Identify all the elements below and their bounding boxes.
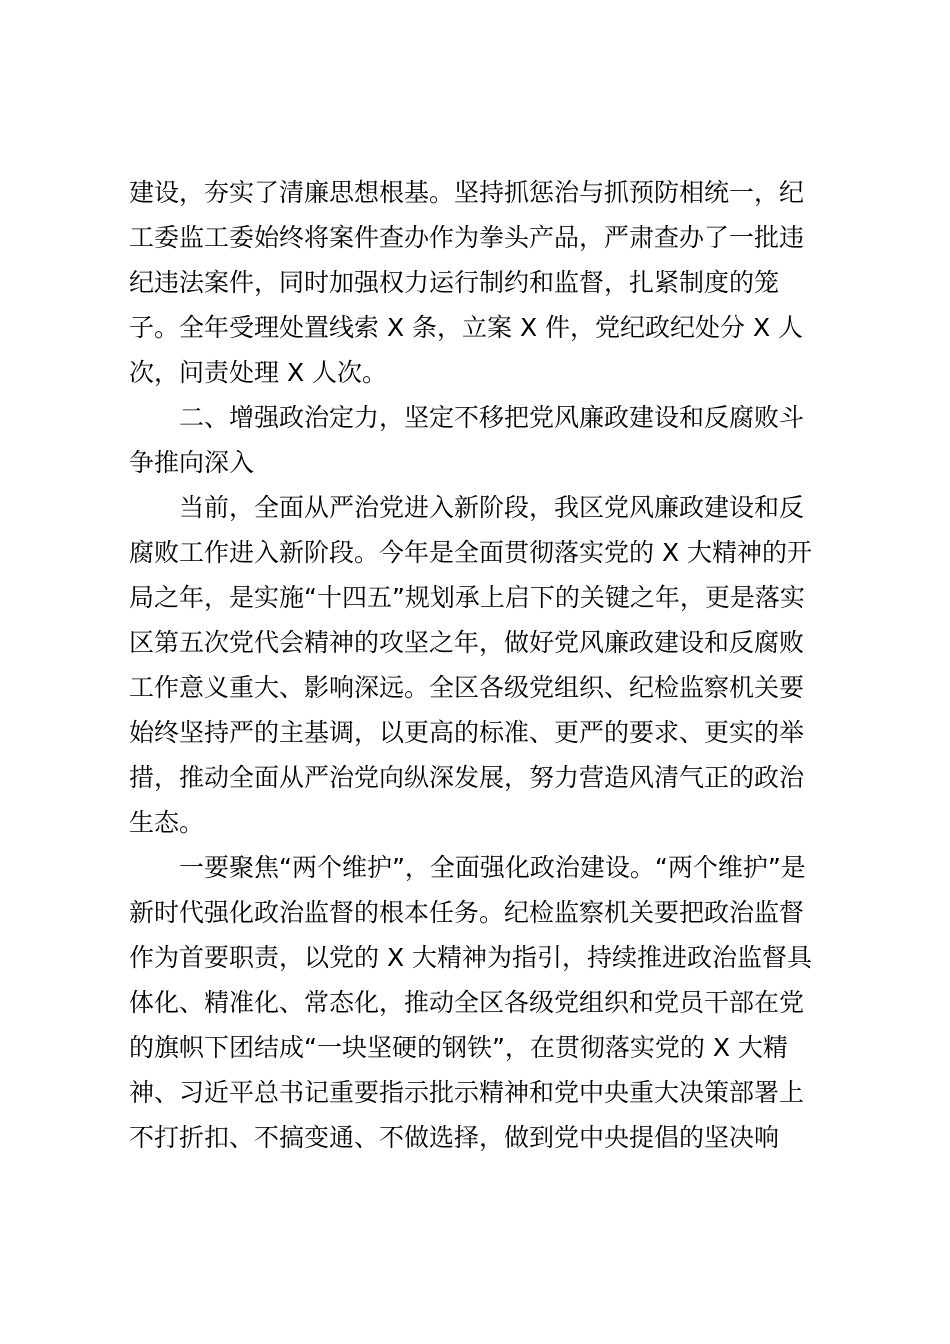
document-body [129,170,829,1160]
text-line: 新时代强化政治监督的根本任务。纪检监察机关要把政治监督 [129,898,805,927]
text-line: 建设，夯实了清廉思想根基。坚持抓惩治与抓预防相统一，纪 [129,178,805,207]
text-line: 体化、精准化、常态化，推动全区各级党组织和党员干部在党 [129,988,805,1017]
section-heading-line: 二、增强政治定力，坚定不移把党风廉政建设和反腐败斗 [129,403,805,432]
text-line: 局之年，是实施“十四五”规划承上启下的关键之年，更是落实 [129,583,805,612]
text-line: 始终坚持严的主基调，以更高的标准、更严的要求、更实的举 [129,718,805,747]
text-line: 的旗帜下团结成“一块坚硬的钢铁”，在贯彻落实党的 X 大精 [129,1033,788,1062]
text-line: 生态。 [129,808,205,837]
text-line: 区第五次党代会精神的攻坚之年，做好党风廉政建设和反腐败 [129,628,805,657]
text-line: 腐败工作进入新阶段。今年是全面贯彻落实党的 X 大精神的开 [129,538,813,567]
text-line: 纪违法案件，同时加强权力运行制约和监督，扎紧制度的笼 [129,268,780,297]
text-line: 措，推动全面从严治党向纵深发展，努力营造风清气正的政治 [129,763,805,792]
text-line: 不打折扣、不搞变通、不做选择，做到党中央提倡的坚决响 [129,1123,780,1152]
text-line: 次，问责处理 X 人次。 [129,358,388,387]
text-line: 当前，全面从严治党进入新阶段，我区党风廉政建设和反 [129,493,805,522]
text-line: 子。全年受理处置线索 X 条，立案 X 件，党纪政纪处分 X 人 [129,313,804,342]
text-line: 工作意义重大、影响深远。全区各级党组织、纪检监察机关要 [129,673,805,702]
section-heading-line: 争推向深入 [129,448,255,477]
text-line: 神、习近平总书记重要指示批示精神和党中央重大决策部署上 [129,1078,805,1107]
text-line: 工委监工委始终将案件查办作为拳头产品，严肃查办了一批违 [129,223,805,252]
text-line: 一要聚焦“两个维护”，全面强化政治建设。“两个维护”是 [129,853,806,882]
text-line: 作为首要职责，以党的 X 大精神为指引，持续推进政治监督具 [129,943,813,972]
